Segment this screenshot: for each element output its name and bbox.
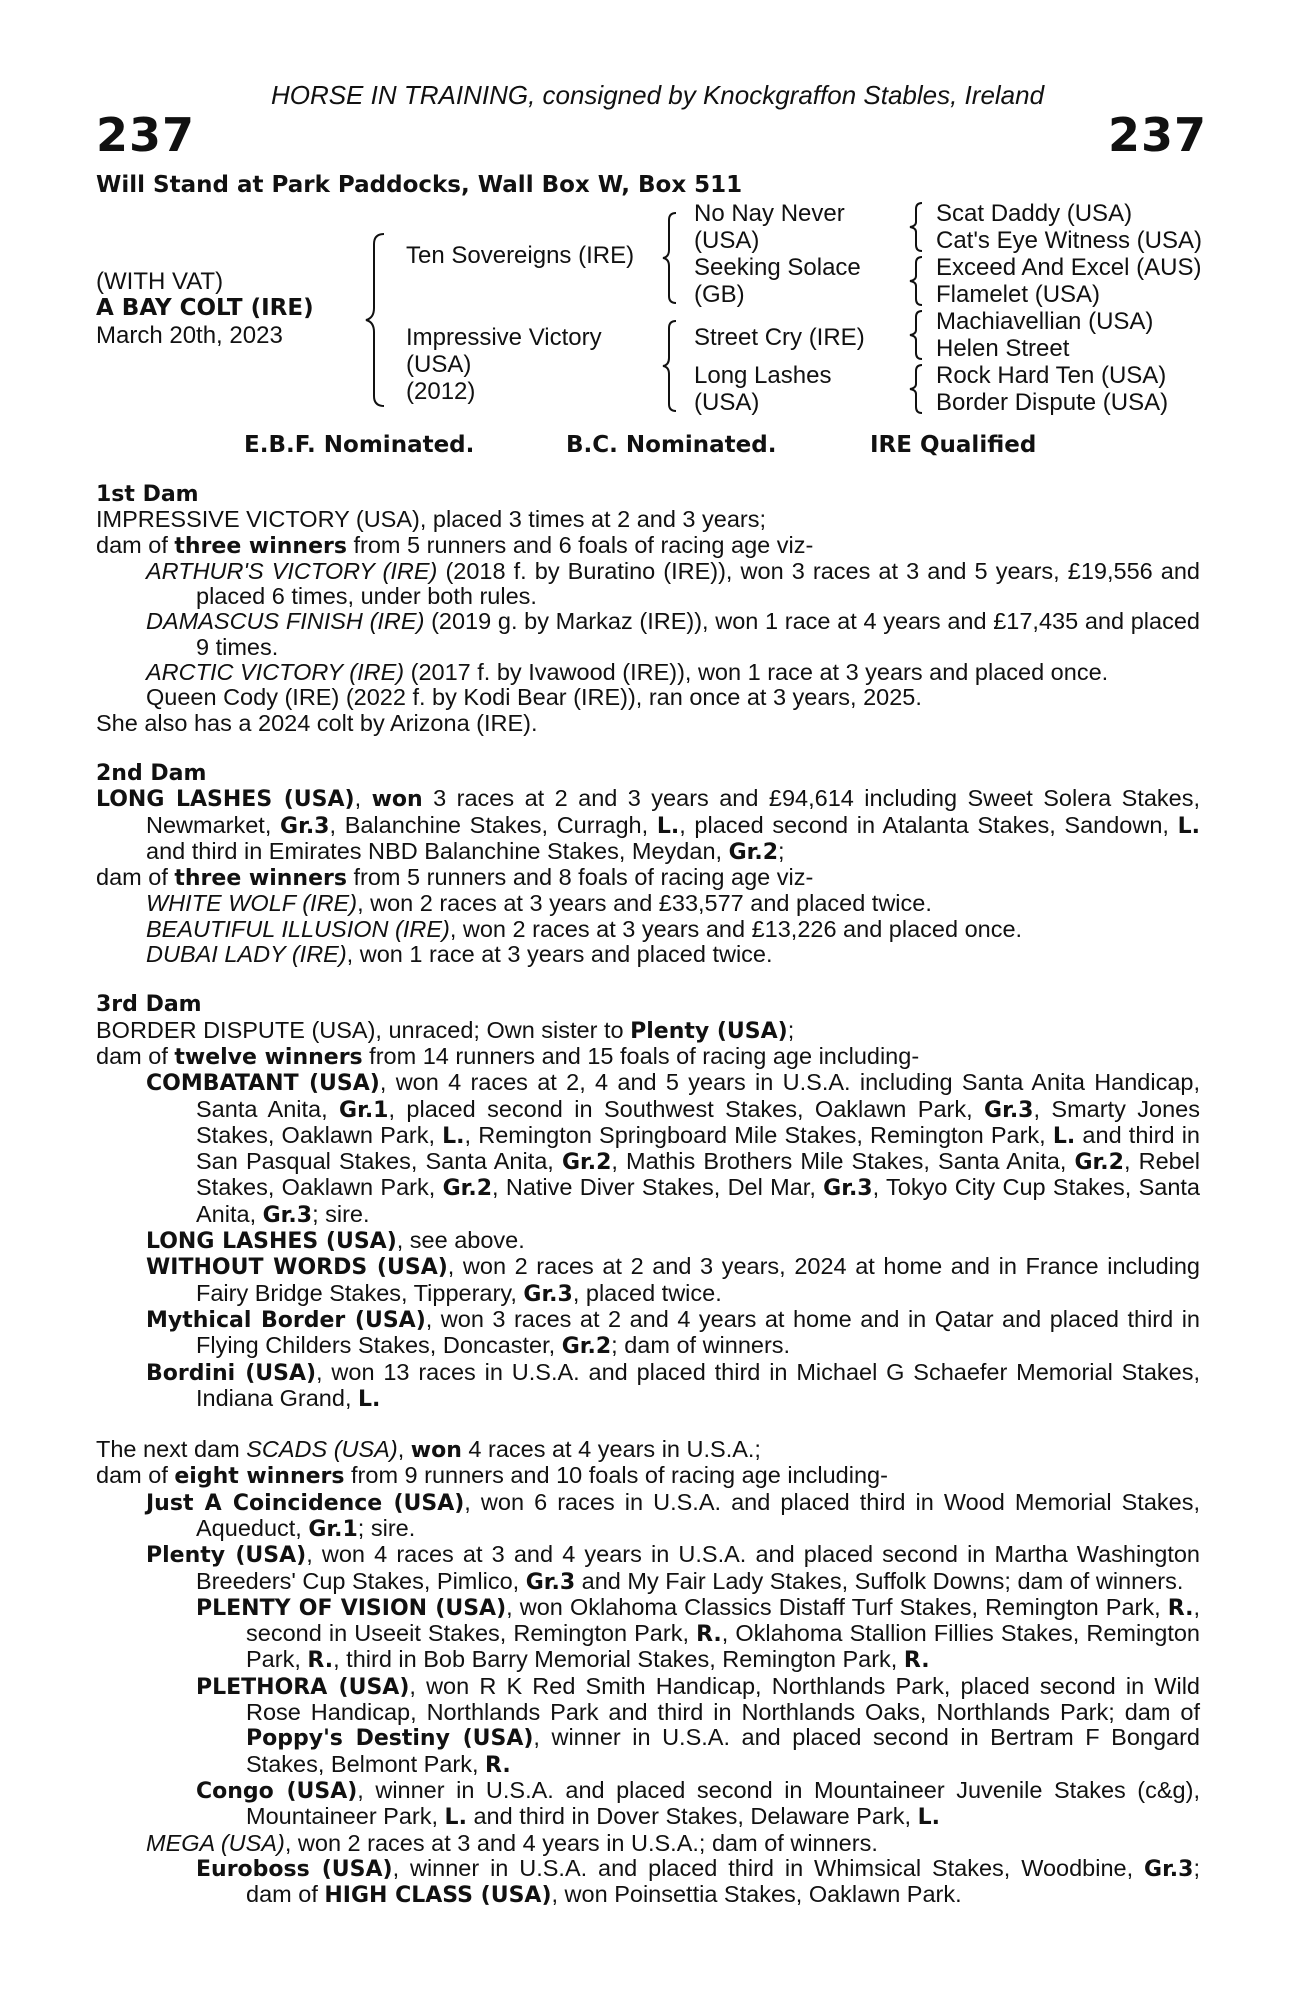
pedigree-g3-6: Helen Street (936, 335, 1070, 362)
pedigree-brace-g3-1 (906, 200, 926, 254)
pedigree-g3-7: Rock Hard Ten (USA) (936, 362, 1167, 389)
pedigree-sire-sire-1: No Nay Never (694, 200, 845, 227)
third-dam-entry: WITHOUT WORDS (USA), won 2 races at 2 and 3 years, 2024 at home and in France including Fairy Bridge Stakes, Tipperary, Gr.3, placed twice. (146, 1253, 1200, 1307)
pedigree-brace-main (360, 230, 390, 410)
second-dam-entry: DUBAI LADY (IRE), won 1 race at 3 years and placed twice. (146, 941, 773, 968)
pedigree-dam-line3: (2012) (406, 378, 476, 405)
next-dam-subentry: Euroboss (USA), winner in U.S.A. and placed third in Whimsical Stakes, Woodbine, Gr.3; dam of HIGH CLASS (USA), won Poinsettia Stakes, Oaklawn Park. (196, 1854, 1200, 1909)
first-dam-entry: DAMASCUS FINISH (IRE) (2019 g. by Markaz (IRE)), won 1 race at 4 years and £17,435 and placed 9 times. (146, 608, 1200, 660)
next-dam-subentry: PLETHORA (USA), won R K Red Smith Handicap, Northlands Park, placed second in Wild Rose Handicap, Northlands Park and third in Northlands Oaks, Northlands Park; dam of Poppy's Destiny (USA), winner in U.S.A. and placed second in Bertram F Bongard Stakes, Belmont Park, R. (196, 1672, 1201, 1778)
next-dam-subentry: Congo (USA), winner in U.S.A. and placed second in Mountaineer Juvenile Stakes (c&g), Mountaineer Park, L. and third in Dover Stakes, Delaware Park, L. (196, 1776, 1200, 1831)
lot-number-left: 237 (96, 108, 196, 162)
first-dam-entry: ARTHUR'S VICTORY (IRE) (2018 f. by Buratino (IRE)), won 3 races at 3 and 5 years, £19,556 and placed 6 times, under both rules. (146, 557, 1200, 610)
third-dam-entry: Mythical Border (USA), won 3 races at 2 and 4 years at home and in Qatar and placed third in Flying Childers Stakes, Doncaster, Gr.2; dam of winners. (146, 1305, 1201, 1360)
pedigree-dam-sire: Street Cry (IRE) (694, 324, 865, 351)
pedigree-brace-g3-4 (906, 362, 926, 416)
next-dam-entry: MEGA (USA), won 2 races at 3 and 4 years in U.S.A.; dam of winners. (146, 1829, 878, 1856)
first-dam-produce: dam of three winners from 5 runners and 6 foals of racing age viz- (96, 531, 814, 559)
pedigree-g3-1: Scat Daddy (USA) (936, 200, 1133, 227)
horse-name: A BAY COLT (IRE) (96, 295, 314, 321)
consignment-header: HORSE IN TRAINING, consigned by Knockgraffon Stables, Ireland (270, 80, 1045, 110)
pedigree-dam-line2: (USA) (406, 351, 472, 378)
ebf-nomination: E.B.F. Nominated. (244, 432, 475, 458)
third-dam-entry: LONG LASHES (USA), see above. (146, 1227, 525, 1255)
foaling-date: March 20th, 2023 (96, 322, 283, 349)
bc-nomination: B.C. Nominated. (566, 432, 777, 458)
pedigree-sire: Ten Sovereigns (IRE) (406, 242, 635, 269)
third-dam-line: BORDER DISPUTE (USA), unraced; Own sister to Plenty (USA); (96, 1016, 795, 1044)
pedigree-g3-8: Border Dispute (USA) (936, 389, 1169, 416)
second-dam-title: 2nd Dam (96, 760, 207, 786)
pedigree-brace-g3-3 (906, 308, 926, 362)
pedigree-brace-dam (658, 318, 680, 414)
pedigree-brace-sire (658, 210, 680, 306)
pedigree-dam-dam-2: (USA) (694, 389, 760, 416)
first-dam-line: IMPRESSIVE VICTORY (USA), placed 3 times at 2 and 3 years; (96, 506, 767, 533)
second-dam-produce: dam of three winners from 5 runners and 8 foals of racing age viz- (96, 864, 814, 892)
pedigree-brace-g3-2 (906, 254, 926, 308)
pedigree-dam-dam-1: Long Lashes (694, 362, 832, 389)
stable-location: Will Stand at Park Paddocks, Wall Box W, Box 511 (96, 172, 743, 198)
first-dam-note: She also has a 2024 colt by Arizona (IRE). (96, 709, 538, 736)
pedigree-sire-dam-2: (GB) (694, 281, 745, 308)
third-dam-entry: COMBATANT (USA), won 4 races at 2, 4 and 5 years in U.S.A. including Santa Anita Handicap, Santa Anita, Gr.1, placed second in Southwest Stakes, Oaklawn Park, Gr.3, Smarty Jones Stakes, Oaklawn Park, L., Remington Springboard Mile Stakes, Remington Park, L. and third in San Pasqual Stakes, Santa Anita, Gr.2, Mathis Brothers Mile Stakes, Santa Anita, Gr.2, Rebel Stakes, Oaklawn Park, Gr.2, Native Diver Stakes, Del Mar, Gr.3, Tokyo City Cup Stakes, Santa Anita, Gr.3; sire. (146, 1069, 1201, 1228)
second-dam-entry: WHITE WOLF (IRE), won 2 races at 3 years and £33,577 and placed twice. (146, 890, 932, 917)
ire-qualification: IRE Qualified (870, 432, 1037, 458)
next-dam-line: The next dam SCADS (USA), won 4 races at 4 years in U.S.A.; (96, 1436, 761, 1464)
lot-number-right: 237 (1107, 108, 1207, 162)
pedigree-dam-line1: Impressive Victory (406, 324, 602, 351)
first-dam-entry: Queen Cody (IRE) (2022 f. by Kodi Bear (IRE)), ran once at 3 years, 2025. (146, 684, 922, 711)
third-dam-produce: dam of twelve winners from 14 runners and 15 foals of racing age including- (96, 1042, 920, 1070)
vat-note: (WITH VAT) (96, 268, 224, 295)
next-dam-entry: Just A Coincidence (USA), won 6 races in U.S.A. and placed third in Wood Memorial Stakes, Aqueduct, Gr.1; sire. (146, 1488, 1200, 1542)
pedigree-g3-3: Exceed And Excel (AUS) (936, 254, 1202, 281)
pedigree-g3-2: Cat's Eye Witness (USA) (936, 227, 1202, 254)
next-dam-produce: dam of eight winners from 9 runners and 10 foals of racing age including- (96, 1462, 888, 1490)
second-dam-line: LONG LASHES (USA), won 3 races at 2 and 3 years and £94,614 including Sweet Solera Stakes, Newmarket, Gr.3, Balanchine Stakes, Curragh, L., placed second in Atalanta Stakes, Sandown, L. and third in Emirates NBD Balanchine Stakes, Meydan, Gr.2; (96, 785, 1201, 865)
pedigree-sire-sire-2: (USA) (694, 227, 760, 254)
catalogue-body (96, 482, 1200, 1908)
first-dam-title: 1st Dam (96, 482, 199, 507)
first-dam-entry: ARCTIC VICTORY (IRE) (2017 f. by Ivawood (IRE)), won 1 race at 3 years and placed once. (146, 659, 1109, 686)
pedigree-g3-5: Machiavellian (USA) (936, 308, 1154, 335)
pedigree-g3-4: Flamelet (USA) (936, 281, 1101, 308)
third-dam-title: 3rd Dam (96, 992, 202, 1018)
second-dam-entry: BEAUTIFUL ILLUSION (IRE), won 2 races at 3 years and £13,226 and placed once. (146, 915, 1023, 942)
pedigree-sire-dam-1: Seeking Solace (694, 254, 861, 281)
next-dam-entry: Plenty (USA), won 4 races at 3 and 4 years in U.S.A. and placed second in Martha Washington Breeders' Cup Stakes, Pimlico, Gr.3 and My Fair Lady Stakes, Suffolk Downs; dam of winners. (146, 1541, 1201, 1595)
next-dam-subentry: PLENTY OF VISION (USA), won Oklahoma Classics Distaff Turf Stakes, Remington Park, R., second in Useeit Stakes, Remington Park, R., Oklahoma Stallion Fillies Stakes, Remington Park, R., third in Bob Barry Memorial Stakes, Remington Park, R. (196, 1593, 1200, 1674)
third-dam-entry: Bordini (USA), won 13 races in U.S.A. and placed third in Michael G Schaefer Memorial Stakes, Indiana Grand, L. (146, 1358, 1201, 1412)
